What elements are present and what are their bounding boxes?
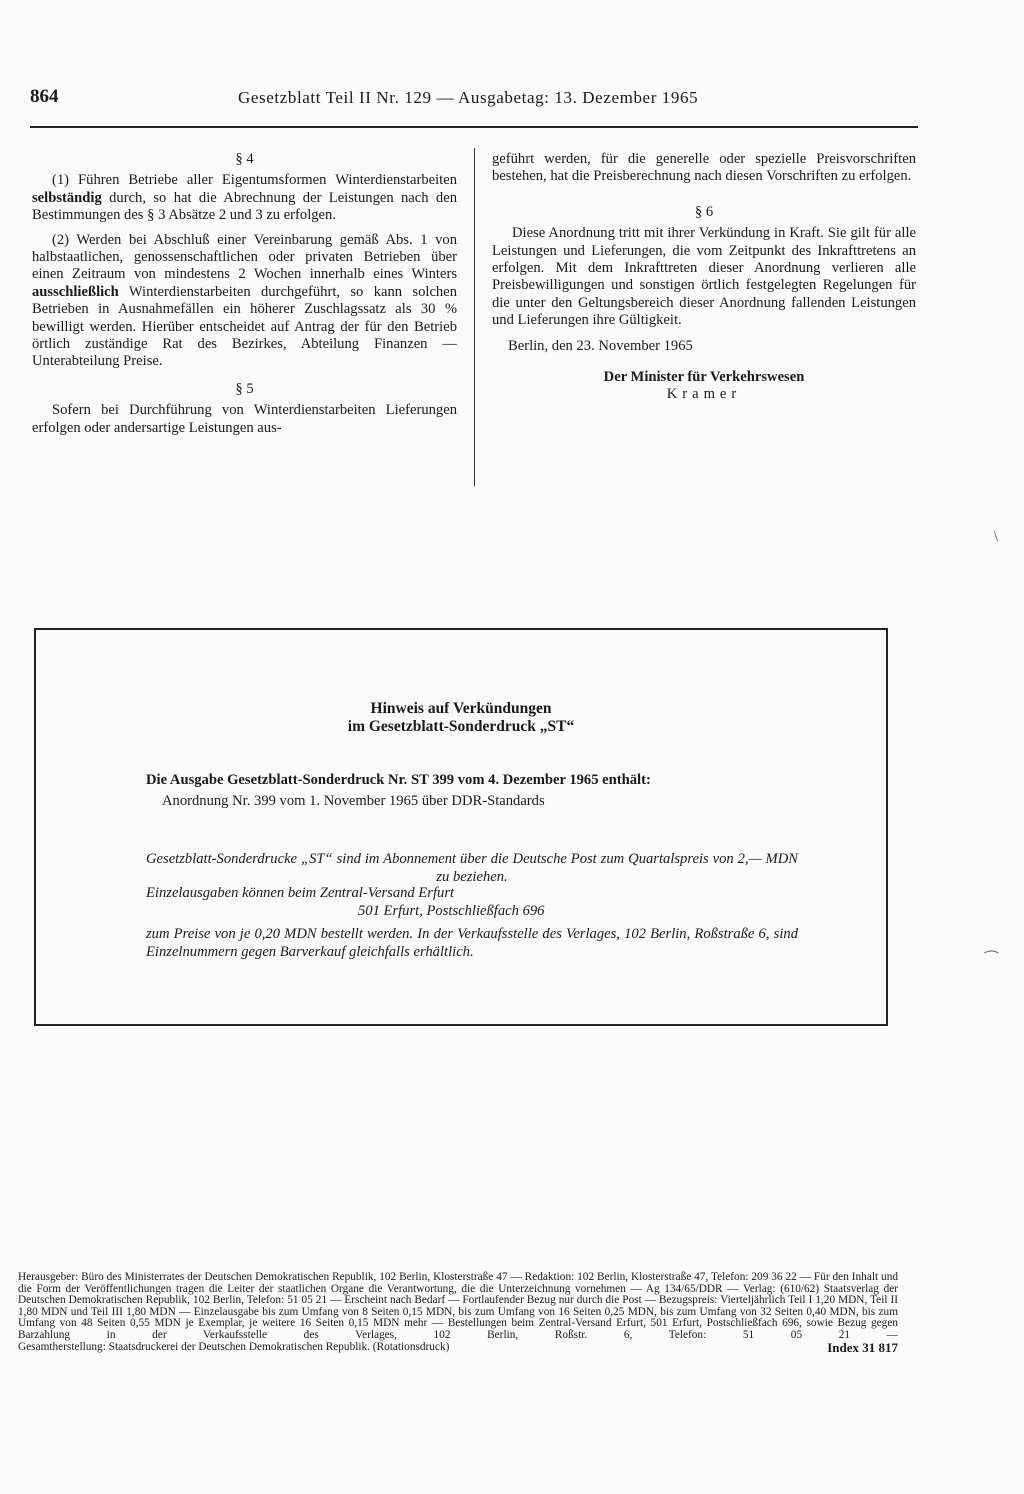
notice-subscription: Gesetzblatt-Sonderdrucke „ST“ sind im Abonnement über die Deutsche Post zum Quartalspreis von 2,— MDN zu beziehen. [146, 851, 798, 885]
paragraph-4-2-emphasis: ausschließlich [32, 283, 119, 300]
section-4-heading: § 4 [235, 151, 254, 167]
margin-mark: ﹨ [988, 527, 1005, 544]
paragraph-4-1 [32, 172, 457, 224]
notice-price-note: zum Preise von je 0,20 MDN bestellt werden. In der Verkaufsstelle des Verlages, 102 Berlin, Roßstraße 6, sind Einzelnummern gegen Barverkauf gleichfalls erhältlich. [146, 926, 798, 960]
column-divider [474, 148, 475, 486]
imprint-printer: Gesamtherstellung: Staatsdruckerei der Deutschen Demokratischen Republik. (Rotationsdruck) [18, 1340, 450, 1353]
paragraph-5: Sofern bei Durchführung von Winterdienstarbeiten Lieferungen erfolgen oder andersartige Leistungen aus- [32, 402, 457, 436]
header-rule [30, 126, 918, 128]
page-header-title: Gesetzblatt Teil II Nr. 129 — Ausgabetag: 13. Dezember 1965 [238, 88, 699, 107]
minister-title: Der Minister für Verkehrswesen [603, 369, 805, 386]
notice-single-copies-2: 501 Erfurt, Postschließfach 696 [358, 903, 545, 919]
paragraph-4-1-emphasis: selbständig [32, 189, 102, 206]
paragraph-4-2 [32, 232, 457, 371]
paragraph-4-1-text-b: durch, so hat die Abrechnung der Leistungen nach den Bestimmungen des § 3 Absätze 2 und 3 zu erfolgen. [32, 189, 457, 224]
notice-box [34, 628, 888, 1026]
notice-title-line-1: Hinweis auf Verkündungen [370, 700, 552, 717]
signer-name: Kramer [666, 386, 742, 403]
section-5-heading: § 5 [235, 380, 254, 397]
imprint-text: Herausgeber: Büro des Ministerrates der Deutschen Demokratischen Republik, 102 Berlin, Klosterstraße 47 — Redaktion: 102 Berlin, Klosterstraße 47, Telefon: 209 36 22 — Für den Inhalt und die Form der Veröffentlichungen tragen die Leiter der staatlichen Organe die Verantwortung, die die Unterzeichnung vornehmen — Ag 134/65/DDR — Verlag: (610/62) Staatsverlag der Deutschen Demokratischen Republik, 102 Berlin, Telefon: 51 05 21 — Erscheint nach Bedarf — Fortlaufender Bezug nur durch die Post — Bezugspreis: Vierteljährlich Teil I 1,20 MDN, Teil II 1,80 MDN und Teil III 1,80 MDN — Einzelausgabe bis zum Umfang von 8 Seiten 0,15 MDN, bis zum Umfang von 16 Seiten 0,25 MDN, bis zum Umfang von 32 Seiten 0,40 MDN, bis zum Umfang von 48 Seiten 0,55 MDN je Exemplar, je weitere 16 Seiten 0,15 MDN mehr — Bestellungen beim Zentral-Versand Erfurt, 501 Erfurt, Postschließfach 696, sowie Bezug gegen Barzahlung in der Verkaufsstelle des Verlages, 102 Berlin, Roßstr. 6, Telefon: 51 05 21 — [18, 1271, 898, 1341]
imprint-last-line [18, 1339, 898, 1355]
left-column [32, 147, 457, 437]
paragraph-4-2-text-b: Winterdienstarbeiten durchgeführt, so kann solchen Betrieben in Ausnahmefällen ein höherer Zuschlagssatz als 30 % bewilligt werden. Hierüber entscheidet auf Antrag der für den Betrieb örtlich zuständige Rat des Bezirkes, Abteilung Finanzen — Unterabteilung Preise. [32, 283, 457, 370]
notice-single-copies-1: Einzelausgaben können beim Zentral-Versand Erfurt [146, 885, 455, 901]
date-line: Berlin, den 23. November 1965 [508, 337, 693, 354]
index-number: Index 31 817 [827, 1339, 898, 1355]
imprint [18, 1272, 898, 1353]
notice-issue-line: Die Ausgabe Gesetzblatt-Sonderdruck Nr. ST 399 vom 4. Dezember 1965 enthält: [146, 772, 651, 788]
notice-title-line-2: im Gesetzblatt-Sonderdruck „ST“ [347, 718, 575, 735]
section-6-heading: § 6 [694, 203, 714, 220]
page-number: 864 [30, 86, 59, 107]
notice-title [36, 700, 886, 736]
right-column [492, 151, 916, 404]
paragraph-6: Diese Anordnung tritt mit ihrer Verkündung in Kraft. Sie gilt für alle Leistungen und Lieferungen, die vom Zeitpunkt des Inkrafttretens an erfolgen. Mit dem Inkrafttreten dieser Anordnung verlieren alle Preisbewilligungen und sonstigen örtlich festgelegten Regelungen für die unter den Geltungsbereich dieser Anordnung fallenden Leistungen und Lieferungen ihre Gültigkeit. [492, 225, 916, 329]
notice-content-line: Anordnung Nr. 399 vom 1. November 1965 über DDR-Standards [162, 793, 545, 809]
margin-mark: ⁀ [985, 952, 998, 969]
paragraph-4-1-text-a: (1) Führen Betriebe aller Eigentumsformen Winterdienstarbeiten [52, 172, 457, 189]
paragraph-4-2-text-a: (2) Werden bei Abschluß einer Vereinbarung gemäß Abs. 1 von halbstaatlichen, genossenschaftlichen oder privaten Betrieben über einen Zeitraum von mindestens 2 Wochen innerhalb eines Winters [32, 231, 457, 283]
paragraph-5-continued: geführt werden, für die generelle oder spezielle Preisvorschriften bestehen, hat die Preisberechnung nach diesen Vorschriften zu erfolgen. [492, 151, 916, 185]
